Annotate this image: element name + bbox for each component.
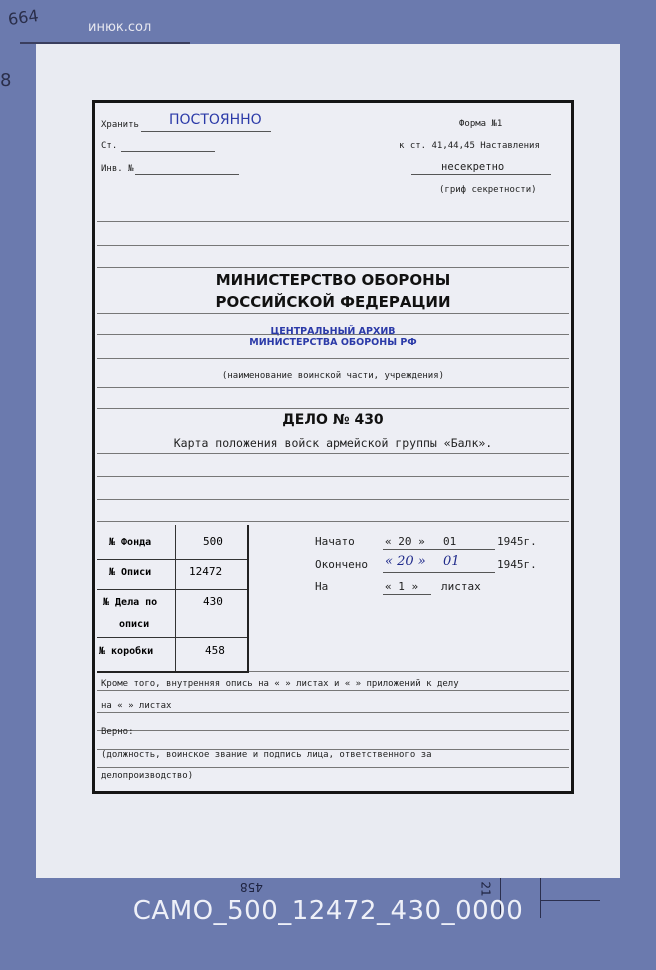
secrecy-caption: (гриф секретности) <box>439 185 537 195</box>
grid-divider <box>97 559 247 560</box>
rule <box>97 712 569 713</box>
st-label: Ст. <box>101 141 118 151</box>
folder-edge-digit: 8 <box>0 70 12 91</box>
folder-note: инюк.сол <box>88 20 152 35</box>
grid-divider <box>97 589 247 590</box>
registry-table <box>97 525 249 673</box>
fond-value: 500 <box>203 535 223 548</box>
rule <box>97 358 569 359</box>
archive-stamp-line-1: ЦЕНТРАЛЬНЫЙ АРХИВ <box>270 326 396 337</box>
delo-label-2: описи <box>119 619 150 630</box>
opis-value: 12472 <box>189 565 223 578</box>
sheets-underline <box>383 594 431 595</box>
rule <box>97 730 569 731</box>
started-year: 1945г. <box>497 535 537 548</box>
verified-label: Верно: <box>101 727 134 737</box>
rule <box>97 408 569 409</box>
sheets-prefix: На <box>315 580 329 593</box>
archive-stamp-line-2: МИНИСТЕРСТВА ОБОРОНЫ РФ <box>249 337 417 348</box>
rule <box>97 521 569 522</box>
started-day: « 20 » <box>385 535 425 548</box>
delo-value: 430 <box>203 595 223 608</box>
rule <box>97 767 569 768</box>
ended-month: 01 <box>443 554 460 569</box>
st-underline <box>121 151 215 152</box>
delo-label-1: № Дела по <box>103 597 158 608</box>
box-label: № коробки <box>99 646 154 657</box>
secrecy-value: несекретно <box>441 161 505 173</box>
case-subject: Карта положения войск армейской группы «Балк». <box>173 436 493 450</box>
bottom-mark-right: 21 <box>478 881 493 897</box>
rule <box>97 499 569 500</box>
ended-label: Окончено <box>315 558 368 571</box>
st-reference: к ст. 41,44,45 Наставления <box>399 141 540 151</box>
started-underline <box>383 549 495 550</box>
started-label: Начато <box>315 535 355 548</box>
signature-caption-2: делопроизводство) <box>101 771 194 781</box>
rule <box>97 245 569 246</box>
rule <box>97 690 569 691</box>
ended-day: « 20 » <box>385 554 426 569</box>
grid-divider <box>175 525 176 671</box>
form-label: Форма №1 <box>459 119 503 129</box>
rule <box>97 313 569 314</box>
ministry-line-2: РОССИЙСКОЙ ФЕДЕРАЦИИ <box>215 293 451 311</box>
sheets-value: « 1 » <box>385 580 419 593</box>
opis-label: № Описи <box>109 567 152 578</box>
bottom-mark-left: 458 <box>240 880 263 894</box>
store-label: Хранить <box>101 120 139 130</box>
fond-label: № Фонда <box>109 537 152 548</box>
inventory-line: Кроме того, внутренняя опись на « » листах и « » приложений к делу <box>101 679 459 689</box>
store-underline <box>141 131 271 132</box>
inventory-label: Инв. № <box>101 164 134 174</box>
folder-handwritten-number: 664 <box>6 5 40 30</box>
cover-frame <box>92 100 574 794</box>
grid-divider <box>97 637 247 638</box>
ministry-line-1: МИНИСТЕРСТВО ОБОРОНЫ <box>215 271 451 289</box>
secrecy-underline <box>411 174 551 175</box>
rule <box>97 221 569 222</box>
rule <box>97 387 569 388</box>
ended-year: 1945г. <box>497 558 537 571</box>
rule <box>97 476 569 477</box>
rule <box>97 453 569 454</box>
archive-file-code: САМО_500_12472_430_0000 <box>132 896 524 926</box>
started-month: 01 <box>443 535 457 548</box>
inventory-underline <box>135 174 239 175</box>
case-title: ДЕЛО № 430 <box>282 412 384 428</box>
signature-caption-1: (должность, воинское звание и подпись лица, ответственного за <box>101 750 432 760</box>
sheets-suffix: листах <box>441 580 481 593</box>
store-value-stamp: ПОСТОЯННО <box>169 112 262 128</box>
ended-underline <box>383 572 495 573</box>
unit-caption: (наименование воинской части, учреждения) <box>221 371 445 381</box>
box-value: 458 <box>205 644 225 657</box>
rule <box>97 267 569 268</box>
inventory-line-2: на « » листах <box>101 701 172 711</box>
